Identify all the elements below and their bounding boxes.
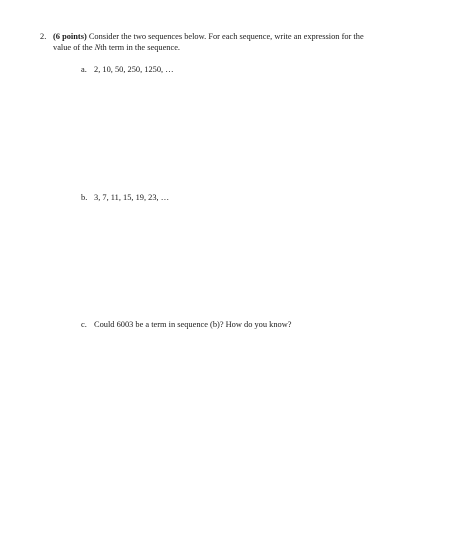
question-number: 2. bbox=[40, 32, 47, 41]
part-a-sequence: 2, 10, 50, 250, 1250, … bbox=[94, 65, 174, 74]
part-c-label: c. bbox=[81, 320, 87, 329]
question-line-2-pre: value of the bbox=[53, 42, 95, 52]
question-line-1 bbox=[53, 32, 423, 43]
question-line-2-post: th term in the sequence. bbox=[100, 42, 181, 52]
part-a bbox=[81, 65, 174, 76]
part-b-label: b. bbox=[81, 193, 88, 202]
question-line-1-text: Consider the two sequences below. For each sequence, write an expression for the bbox=[86, 32, 364, 41]
part-a-label: a. bbox=[81, 65, 87, 74]
question-prompt bbox=[53, 32, 423, 53]
part-b bbox=[81, 193, 169, 204]
question-line-2 bbox=[53, 43, 423, 54]
part-b-sequence: 3, 7, 11, 15, 19, 23, … bbox=[94, 193, 170, 202]
question-points: (6 points) bbox=[53, 32, 87, 41]
variable-n: N bbox=[94, 42, 101, 52]
part-c-question: Could 6003 be a term in sequence (b)? How do you know? bbox=[94, 320, 292, 329]
part-c bbox=[81, 320, 291, 331]
